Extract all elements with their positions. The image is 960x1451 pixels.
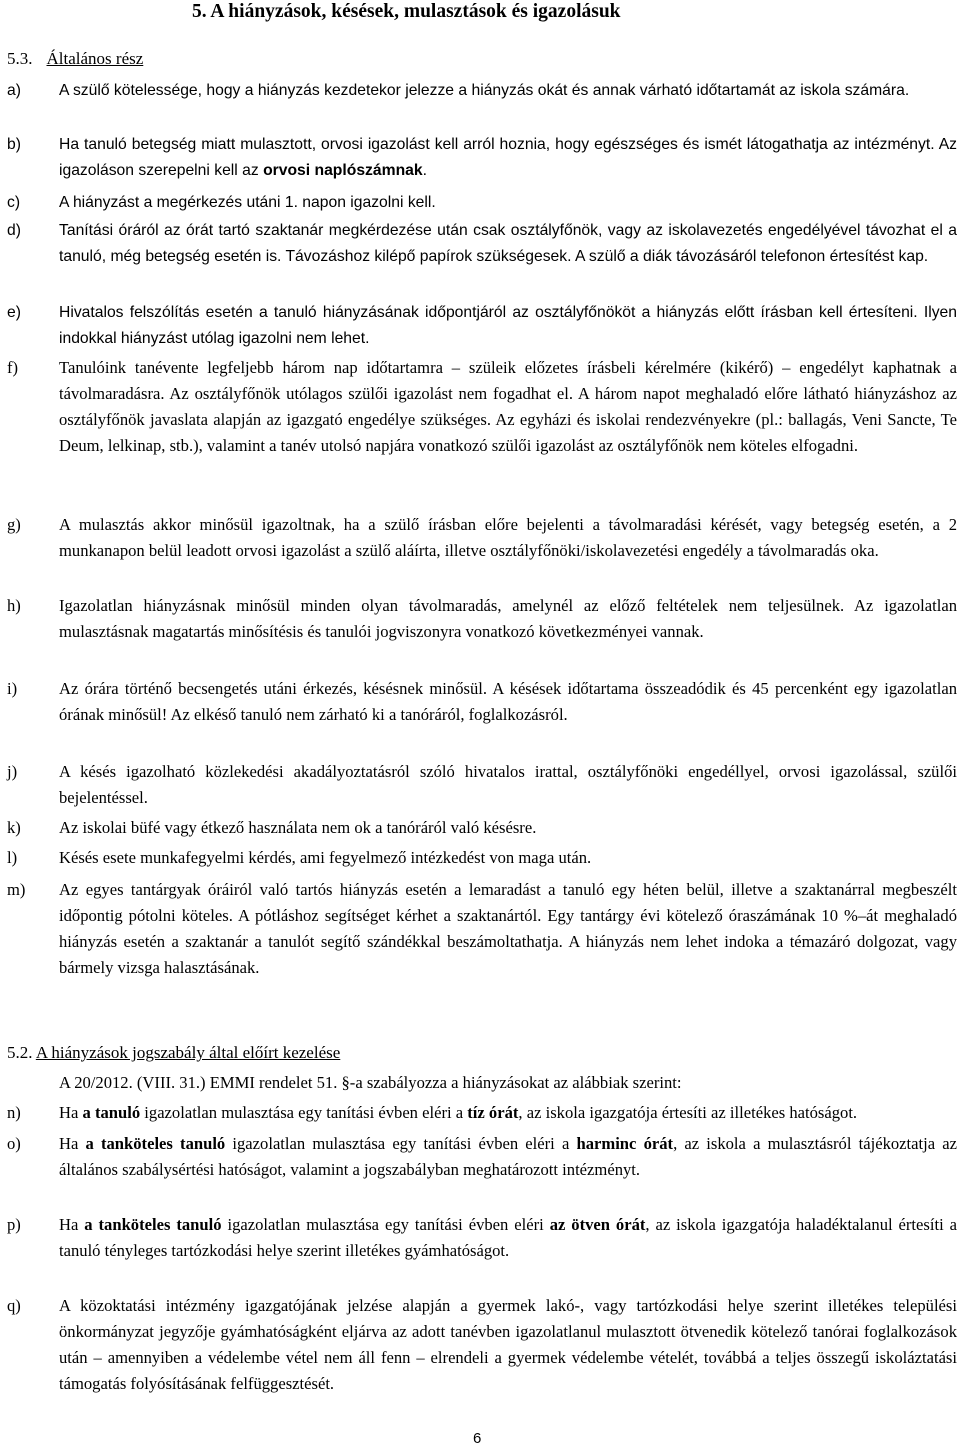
subsection-number: 5.2. [7, 1043, 33, 1062]
item-label: e) [7, 304, 21, 321]
item-text: Hivatalos felszólítás esetén a tanuló hiányzásának időpontjáról az osztályfőnököt a hiányzás előtt írásban kell értesíteni. Ilyen indokkal hiányzást utólag igazolni nem lehet. [59, 304, 957, 347]
item-label: g) [7, 515, 21, 534]
item-label: j) [7, 762, 18, 781]
chapter-title: 5. A hiányzások, késések, mulasztások és igazolásuk [192, 1, 621, 22]
item-text: A hiányzást a megérkezés utáni 1. napon igazolni kell. [59, 194, 436, 211]
item-text: Késés esete munkafegyelmi kérdés, ami fegyelmező intézkedést von maga után. [59, 848, 592, 867]
item-text: Ha a tanuló igazolatlan mulasztása egy tanítási évben eléri a tíz órát, az iskola igazgatója értesíti az illetékes hatóságot. [59, 1103, 858, 1122]
item-text: A közoktatási intézmény igazgatójának jelzése alapján a gyermek lakó-, vagy tartózkodási helye szerint illetékes települési önkormányzat jegyzője gyámhatóságként eljárva az adott tanévben igazolatlanul mulasztott ötvenedik kötelező tanórai foglalkozások után – amennyiben a védelembe vétel nem áll fenn – elrendeli a gyermek védelembe vételét, továbbá a teljes összegű iskoláztatási támogatás folyósításának felfüggesztését. [59, 1296, 957, 1393]
item-label: h) [7, 596, 21, 615]
bold-phrase: harminc órát [576, 1134, 674, 1153]
item-label: o) [7, 1134, 21, 1153]
item-text: Az iskolai büfé vagy étkező használata nem ok a tanóráról való késésre. [59, 818, 537, 837]
list-item-p [7, 1212, 957, 1264]
item-text: Az egyes tantárgyak óráiról való tartós hiányzás esetén a lemaradást a tanuló egy héten belül, illetve a szaktanárral megbeszélt időpontig pótolni köteles. A pótláshoz segítséget kérhet a szaktanártól. Egy tantárgy évi kötelező óraszámának 10 %–át meghaladó hiányzás esetén a szaktanár a tanulót segítő szándékkal beszámoltathatja. A hiányzás nem lehet indoka a témazáró dolgozat, vagy bármely vizsga halasztásának. [59, 880, 957, 977]
list-item-h [7, 593, 957, 645]
list-item-l [7, 845, 957, 871]
item-label: b) [7, 136, 21, 153]
item-label: a) [7, 82, 21, 99]
item-text: Igazolatlan hiányzásnak minősül minden olyan távolmaradás, amelynél az előző feltételek nem teljesülnek. Az igazolatlan mulasztásnak magatartás minősítésis és tanulói jogviszonyra vonatkozó következményei vannak. [59, 596, 957, 641]
item-text: Ha a tanköteles tanuló igazolatlan mulasztása egy tanítási évben eléri az ötven órát, az iskola igazgatója haladéktalanul értesíti a tanuló tényleges tartózkodási helye szerint illetékes gyámhatóságot. [59, 1215, 957, 1260]
list-item-d [7, 218, 957, 270]
list-item-g [7, 512, 957, 564]
item-label: l) [7, 848, 18, 867]
list-item-n [7, 1100, 957, 1126]
item-label: m) [7, 880, 26, 899]
list-item-c [7, 190, 957, 216]
item-text: Az órára történő becsengetés utáni érkezés, késésnek minősül. A késések időtartama összeadódik és 45 percenként egy igazolatlan órának minősül! Az elkéső tanuló nem zárható ki a tanóráról, foglalkozásról. [59, 679, 957, 724]
item-text: Ha a tanköteles tanuló igazolatlan mulasztása egy tanítási évben eléri a harminc órát, az iskola a mulasztásról tájékoztatja az általános szabálysértési hatóságot, valamint a jogszabályban meghatározott intézményt. [59, 1134, 957, 1179]
item-text: A késés igazolható közlekedési akadályoztatásról szóló hivatalos irattal, osztályfőnöki engedéllyel, orvosi igazolással, szülői bejelentéssel. [59, 762, 957, 807]
item-text: A mulasztás akkor minősül igazoltnak, ha a szülő írásban előre bejelenti a távolmaradási kérését, vagy betegség esetén, a 2 munkanapon belül leadott orvosi igazolást a szülő aláírta, illetve osztályfőnöki/iskolavezetési engedély a távolmaradás oka. [59, 515, 957, 560]
item-text: Tanítási óráról az órát tartó szaktanár megkérdezése után csak osztályfőnök, vagy az iskolavezetés engedélyével távozhat el a tanuló, még betegség esetén is. Távozáshoz kilépő papírok szükségesek. A szülő a diák távozásáról telefonon értesítést kap. [59, 222, 957, 265]
list-item-k [7, 815, 957, 841]
list-item-i [7, 676, 957, 728]
list-item-o [7, 1131, 957, 1183]
list-item-b [7, 132, 957, 184]
item-label: f) [7, 358, 19, 377]
law-intro: A 20/2012. (VIII. 31.) EMMI rendelet 51. §-a szabályozza a hiányzásokat az alábbiak szerint: [59, 1073, 682, 1092]
section-heading [7, 48, 143, 70]
list-item-m [7, 877, 957, 981]
page-number: 6 [473, 1430, 482, 1447]
section-title: Általános rész [46, 49, 144, 68]
list-item-e [7, 300, 957, 352]
bold-phrase: a tanuló [82, 1103, 141, 1122]
bold-phrase: tíz órát [467, 1103, 519, 1122]
item-text: Ha tanuló betegség miatt mulasztott, orvosi igazolást kell arról hoznia, hogy egészséges és ismét látogathatja az intézményt. Az igazoláson szerepelni kell az orvosi naplószámnak. [59, 136, 957, 179]
subsection-title: A hiányzások jogszabály által előírt kezelése [35, 1043, 341, 1062]
item-label: p) [7, 1215, 21, 1234]
item-text: A szülő kötelessége, hogy a hiányzás kezdetekor jelezze a hiányzás okát és annak várható időtartamát az iskola számára. [59, 82, 910, 99]
item-label: c) [7, 194, 21, 211]
item-label: k) [7, 818, 21, 837]
item-label: d) [7, 222, 21, 239]
bold-phrase: az ötven órát [549, 1215, 646, 1234]
item-label: n) [7, 1103, 21, 1122]
subsection-heading [7, 1042, 340, 1064]
bold-phrase: a tanköteles tanuló [84, 1215, 222, 1234]
item-label: i) [7, 679, 18, 698]
list-item-f [7, 355, 957, 459]
list-item-j [7, 759, 957, 811]
item-text: Tanulóink tanévente legfeljebb három nap időtartamra – szüleik előzetes írásbeli kérelmére (kikérő) – engedélyt kaphatnak a távolmaradásra. Az osztályfőnök utólagos szülői igazolást nem fogadhat el. A három napot meghaladó előre látható hiányzáshoz az osztályfőnök javaslata alapján az igazgató engedélye szükséges. Az egyházi és iskolai rendezvényekre (pl.: ballagás, Veni Sancte, Te Deum, lelkinap, stb.), valamint a tanév utolsó napjára vonatkozó szülői igazolást az osztályfőnök nem köteles elfogadni. [59, 358, 957, 455]
item-label: q) [7, 1296, 21, 1315]
list-item-a [7, 78, 957, 104]
bold-phrase: a tanköteles tanuló [85, 1134, 226, 1153]
bold-phrase: orvosi naplószámnak [263, 162, 423, 179]
list-item-q [7, 1293, 957, 1397]
section-number: 5.3. [7, 49, 33, 68]
